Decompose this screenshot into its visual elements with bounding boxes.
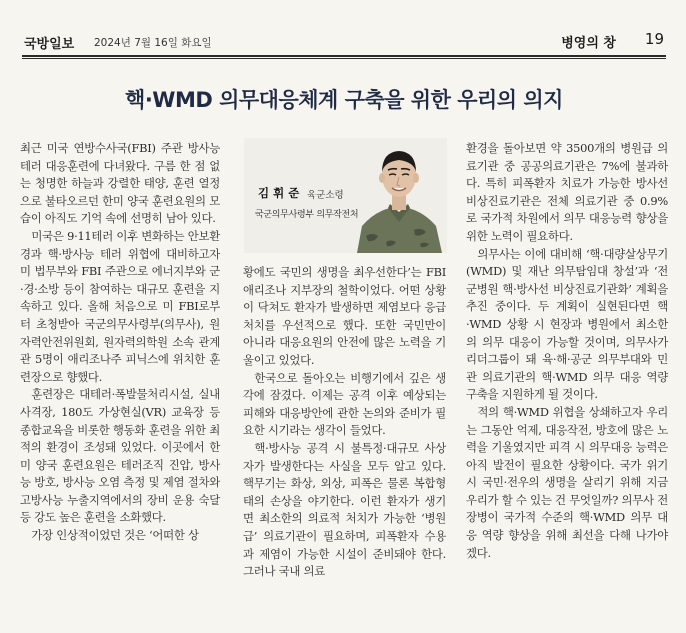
article-column-2 — [243, 264, 446, 581]
page-number: 19 — [644, 30, 664, 48]
author-role: 국군의무사령부 의무작전처 — [255, 210, 359, 220]
paragraph: 환경을 돌아보면 약 3500개의 병원급 의료기관 중 공공의료기관은 7%에 불과하다. 특히 피폭환자 치료가 가능한 방사선 비상진료기관은 전체 의료기관 중 0.9%로 국가적 차원에서 의무 대응능력 향상을 위한 노력이 필요하다. — [466, 141, 668, 243]
article-headline: 핵·WMD 의무대응체계 구축을 위한 우리의 의지 — [125, 88, 563, 112]
author-rank: 육군소령 — [307, 190, 344, 201]
masthead — [0, 28, 686, 54]
author-photo — [352, 138, 447, 253]
section-title: 병영의 창 — [561, 36, 616, 51]
article-column-1 — [20, 140, 220, 545]
author-name: 김 휘 준 — [258, 186, 300, 200]
paragraph: 적의 핵·WMD 위협을 상쇄하고자 우리는 그동안 억제, 대응작전, 방호에 많은 노력을 기울였지만 피격 시 의무대응 능력은 아직 발전이 필요한 상황이다. 국가 위기 시 국민·전우의 생명을 살리기 위해 지금 우리가 할 수 있는 건 무엇일까? 의무사 전 장병이 국가적 수준의 핵·WMD 의무 대응 역량 향상을 위해 최선을 다해 나가야겠다. — [466, 404, 668, 560]
paragraph: 훈련장은 대테러·폭발물처리시설, 실내사격장, 180도 가상현실(VR) 교육장 등 종합교육을 비롯한 행동화 훈련을 위한 최적의 환경이 조성돼 있었다. 이곳에서 한미 양국 훈련요원은 테러조직 진압, 방사능 방호, 방사능 오염 측정 및 제염 절차와 고방사능 누출지역에서의 장비 운용 숙달 등 강도 높은 훈련을 소화했다. — [20, 387, 220, 525]
paragraph: 황에도 국민의 생명을 최우선한다’는 FBI 애리조나 지부장의 철학이었다. 어떤 상황이 닥쳐도 환자가 발생하면 제염보다 응급처치를 우선적으로 했다. 또한 국민만이 아니라 대응요원의 안전에 많은 노력을 기울이고 있었다. — [243, 265, 446, 367]
ear-right — [413, 173, 419, 183]
paragraph: 미국은 9·11테러 이후 변화하는 안보환경과 핵·방사능 테러 위협에 대비하고자 미 법무부와 FBI 주관으로 에너지부와 군·경·소방 등이 참여하는 대규모 훈련을 지속하고 있다. 올해 처음으로 미 FBI로부터 초청받아 국군의무사령부(의무사), 원자력안전위원회, 원자력의학원 소속 관계관 5명이 애리조나주 피닉스에 위치한 훈련장으로 향했다. — [20, 228, 220, 384]
paragraph: 의무사는 이에 대비해 ‘핵·대량살상무기(WMD) 및 재난 의무탐임대 창설’과 ‘전 군병원 핵·방사선 비상진료기관화’ 계획을 추진 중이다. 두 계획이 실현된다면 핵·WMD 상황 시 현장과 병원에서 최소한의 의무 대응이 가능할 것이며, 의무사가 리더그룹이 돼 육·해·공군 의무부대와 민관 의료기관의 핵·WMD 의무 대응 역량 구축을 지원하게 될 것이다. — [466, 246, 668, 402]
header-rule-thin — [22, 58, 666, 59]
paragraph: 가장 인상적이었던 것은 ‘어떠한 상 — [31, 528, 199, 543]
ear-left — [379, 173, 385, 183]
paragraph: 핵·방사능 공격 시 불특정·대규모 사상자가 발생한다는 사실을 모두 알고 있다. 핵무기는 화상, 외상, 피폭은 물론 복합형태의 손상을 야기한다. 이런 환자가 생기면 최소한의 의료적 처치가 가능한 ‘병원급’ 의료기관이 필요하며, 피폭환자 수용과 제염이 가능한 시설이 준비돼야 한다. 그러나 국내 의료 — [243, 440, 446, 579]
paragraph: 최근 미국 연방수사국(FBI) 주관 방사능 테러 대응훈련에 다녀왔다. 구름 한 점 없는 청명한 하늘과 강렬한 태양, 훈련 열정으로 불타오르던 한미 양국 훈련요원의 모습이 아직도 기억 속에 선명히 남아 있다. — [20, 141, 220, 226]
issue-date: 2024년 7월 16일 화요일 — [94, 37, 212, 49]
paragraph: 한국으로 돌아오는 비행기에서 깊은 생각에 잠겼다. 이제는 공격 이후 예상되는 피해와 대응방안에 관한 논의와 준비가 필요한 시기라는 생각이 들었다. — [243, 370, 446, 438]
article-column-3 — [466, 140, 668, 562]
newspaper-brand: 국방일보 — [24, 37, 75, 52]
header-rule-thick — [22, 55, 666, 57]
